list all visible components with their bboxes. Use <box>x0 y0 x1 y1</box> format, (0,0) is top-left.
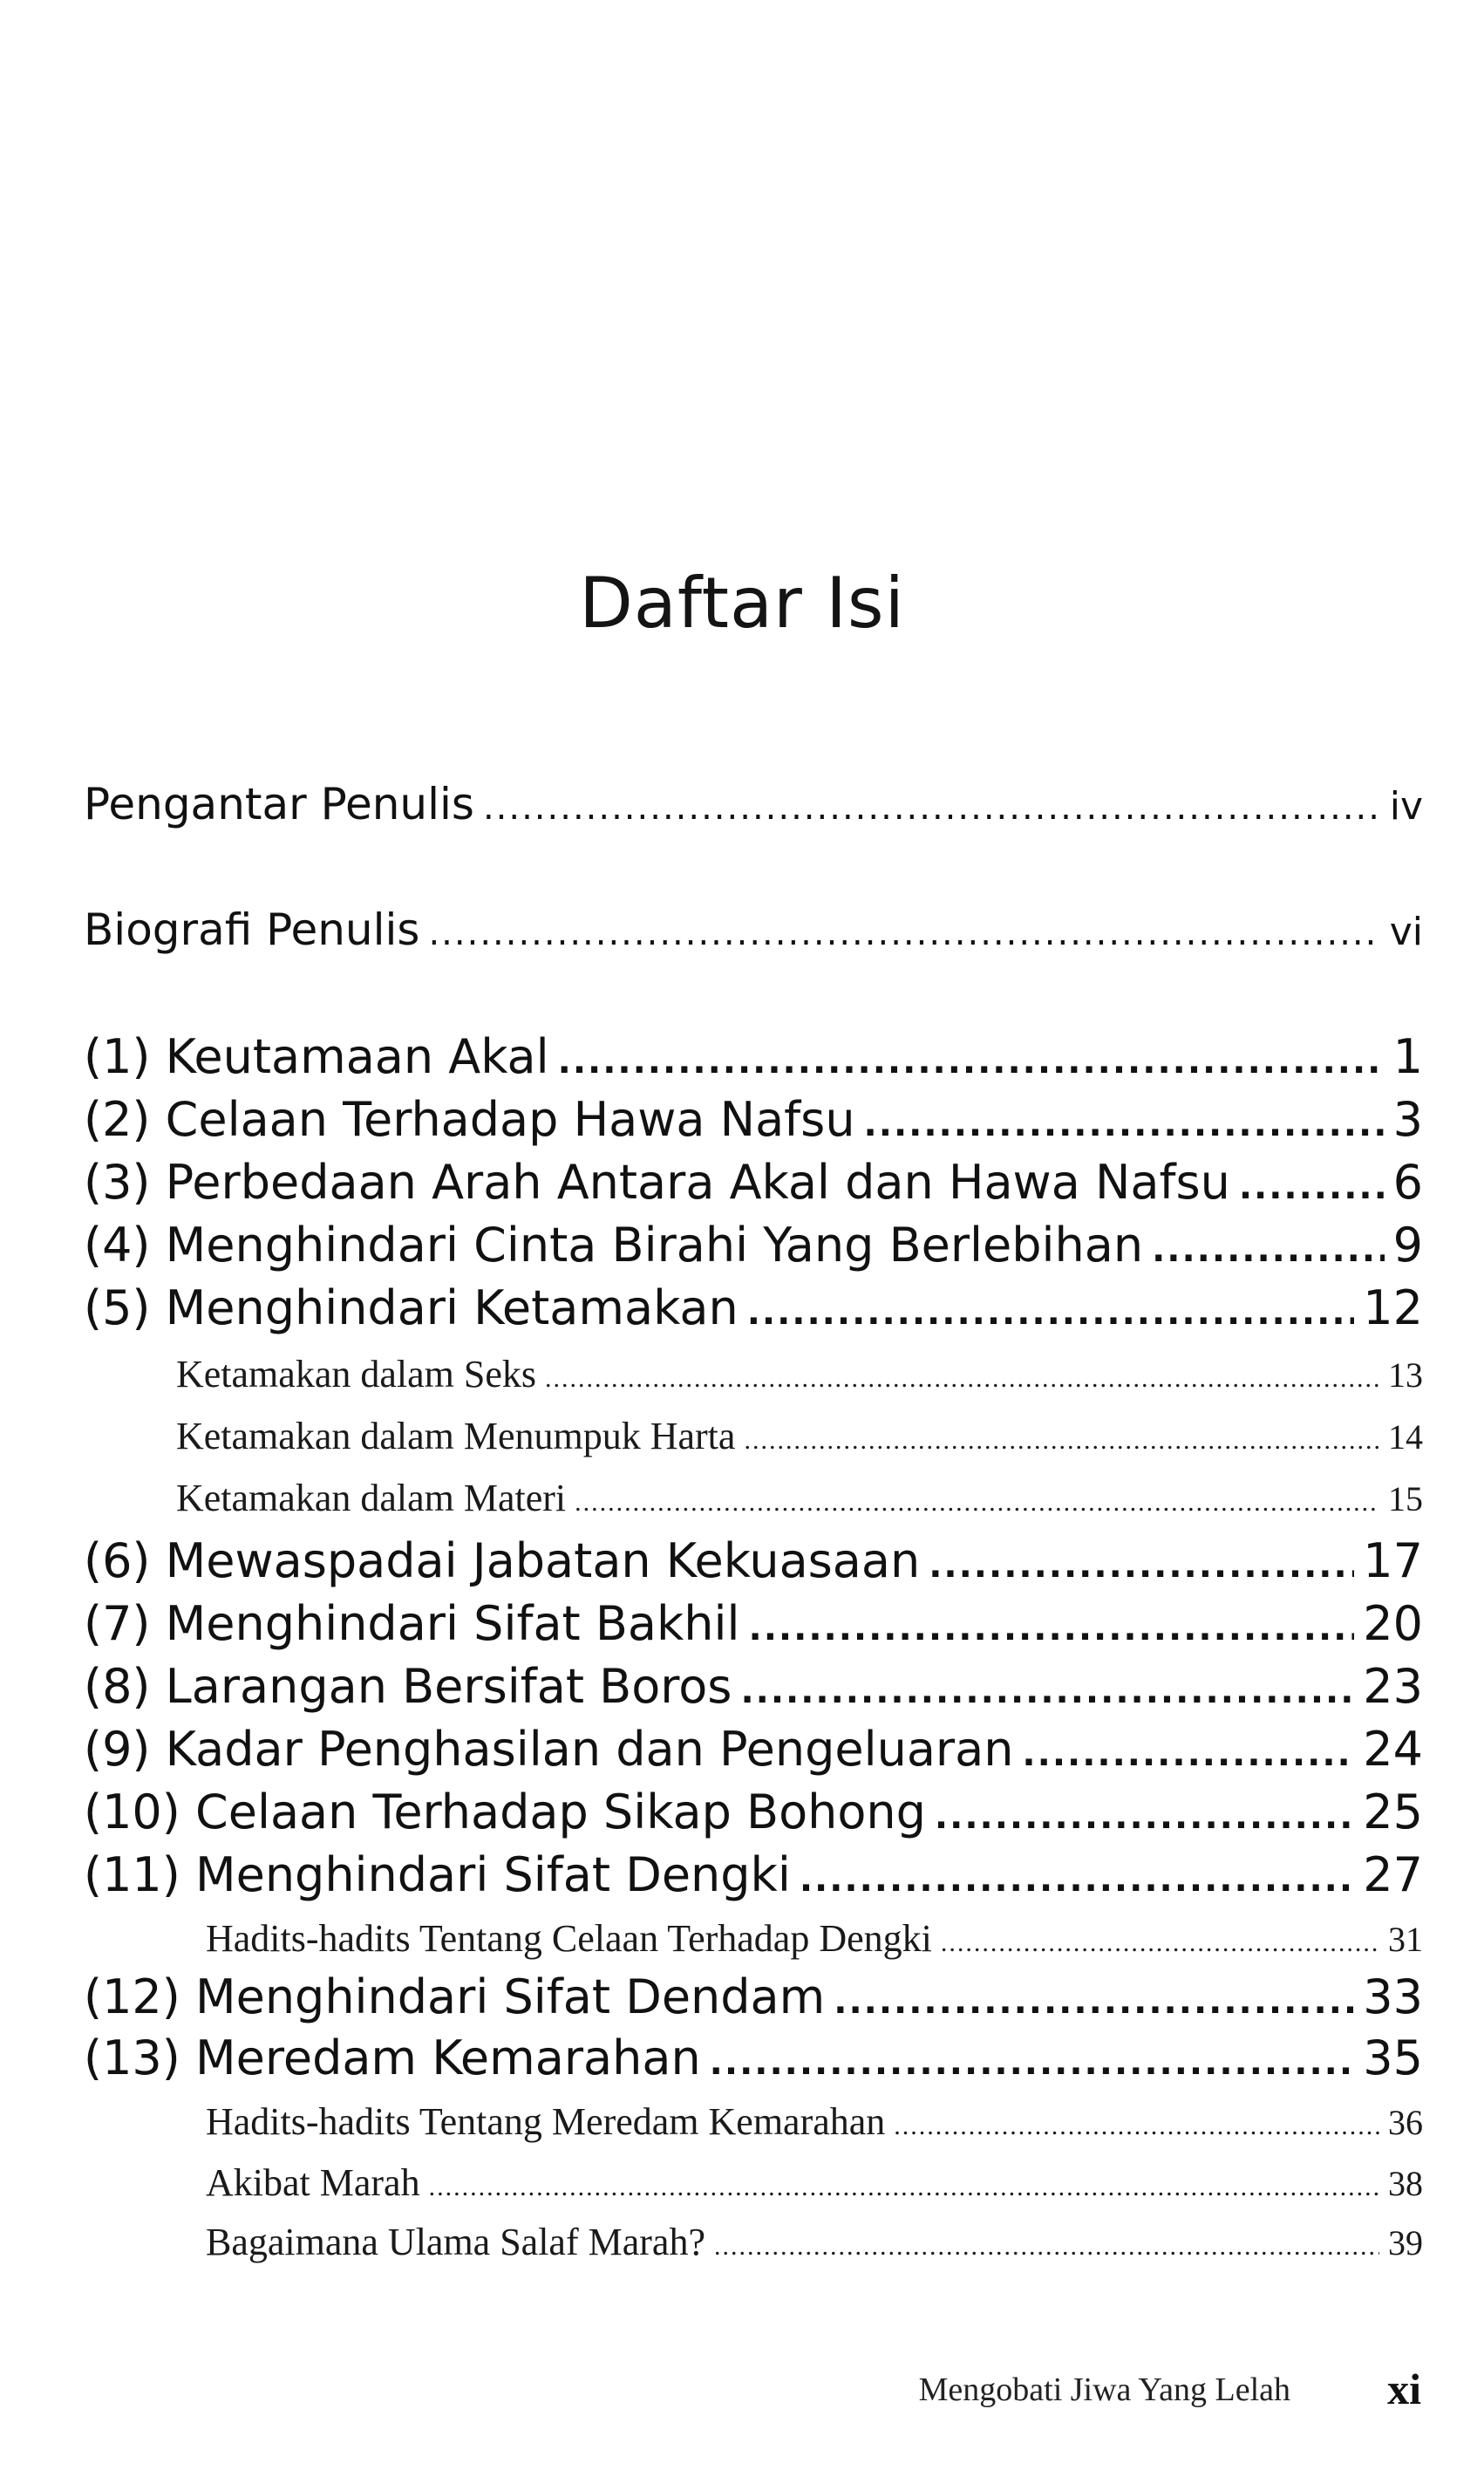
toc-entry-page: 31 <box>1388 1920 1423 1959</box>
page-footer <box>0 2364 1484 2416</box>
page-number: xi <box>1387 2365 1421 2413</box>
toc-entry-page: 38 <box>1388 2164 1423 2203</box>
dot-leader <box>575 1488 1379 1518</box>
toc-entry[interactable] <box>84 1659 1423 1714</box>
toc-entry[interactable] <box>84 1596 1423 1651</box>
dot-leader <box>710 2043 1355 2083</box>
toc-entry-page: 23 <box>1363 1659 1423 1714</box>
dot-leader <box>800 1860 1354 1900</box>
toc-subentry[interactable] <box>206 1916 1423 1961</box>
toc-subentry[interactable] <box>206 2099 1423 2144</box>
dot-leader <box>747 1293 1355 1333</box>
toc-entry-label: (3) Perbedaan Arah Antara Akal dan Hawa Nafsu <box>84 1155 1230 1210</box>
toc-entry-page: 12 <box>1363 1280 1423 1335</box>
dot-leader <box>744 1426 1379 1456</box>
dot-leader <box>864 1104 1385 1144</box>
toc-entry-label: (5) Menghindari Ketamakan <box>84 1280 739 1335</box>
toc-entry-label: (1) Keutamaan Akal <box>84 1029 549 1084</box>
toc-entry-label: Akibat Marah <box>206 2161 420 2204</box>
toc-entry-page: 9 <box>1392 1218 1423 1273</box>
toc-entry-label: (4) Menghindari Cinta Birahi Yang Berlebihan <box>84 1218 1144 1273</box>
dot-leader <box>1239 1167 1385 1207</box>
toc-entry[interactable] <box>84 1155 1423 1210</box>
toc-entry[interactable] <box>84 1218 1423 1273</box>
running-footer-title: Mengobati Jiwa Yang Lelah <box>918 2371 1290 2408</box>
toc-entry-label: Hadits-hadits Tentang Meredam Kemarahan <box>206 2100 886 2143</box>
page-title: Daftar Isi <box>579 563 905 644</box>
dot-leader <box>935 1797 1354 1837</box>
toc-entry[interactable] <box>84 1969 1423 2024</box>
dot-leader <box>428 913 1380 953</box>
toc-entry-page: 24 <box>1363 1722 1423 1777</box>
dot-leader <box>834 1982 1354 2022</box>
toc-entry[interactable] <box>84 1092 1423 1147</box>
toc-entry-page: vi <box>1389 910 1423 954</box>
dot-leader <box>941 1928 1379 1958</box>
toc-entry-label: (12) Menghindari Sifat Dendam <box>84 1969 826 2024</box>
toc-entry[interactable] <box>84 1533 1423 1588</box>
toc-entry-label: Pengantar Penulis <box>84 779 474 829</box>
toc-entry-page: 20 <box>1363 1596 1423 1651</box>
toc-entry-page: 15 <box>1388 1479 1423 1518</box>
toc-subentry[interactable] <box>176 1476 1423 1520</box>
toc-entry-page: 1 <box>1392 1029 1423 1084</box>
toc-entry-label: Bagaimana Ulama Salaf Marah? <box>206 2221 705 2263</box>
toc-entry-page: 39 <box>1388 2223 1423 2262</box>
toc-entry-label: (2) Celaan Terhadap Hawa Nafsu <box>84 1092 855 1147</box>
toc-entry-label: (9) Kadar Penghasilan dan Pengeluaran <box>84 1722 1014 1777</box>
toc-entry-label: Ketamakan dalam Menumpuk Harta <box>176 1415 736 1457</box>
dot-leader <box>929 1546 1354 1586</box>
dot-leader <box>483 788 1381 828</box>
toc-entry-page: 33 <box>1363 1969 1423 2024</box>
toc-entry-label: Ketamakan dalam Seks <box>176 1353 536 1396</box>
dot-leader <box>894 2112 1379 2141</box>
toc-subentry[interactable] <box>206 2160 1423 2205</box>
toc-entry-page: 35 <box>1363 2030 1423 2085</box>
toc-entry-label: Ketamakan dalam Materi <box>176 1477 567 1519</box>
toc-entry-page: 36 <box>1388 2103 1423 2142</box>
toc-entry-label: (11) Menghindari Sifat Dengki <box>84 1847 791 1902</box>
toc-entry[interactable] <box>84 2030 1423 2085</box>
toc-entry-label: (6) Mewaspadai Jabatan Kekuasaan <box>84 1533 921 1588</box>
toc-entry[interactable] <box>84 1029 1423 1084</box>
dot-leader <box>545 1364 1379 1394</box>
toc-entry[interactable] <box>84 904 1423 955</box>
dot-leader <box>740 1671 1354 1711</box>
toc-entry-label: Biografi Penulis <box>84 904 420 955</box>
dot-leader <box>749 1608 1355 1648</box>
toc-entry-label: (13) Meredam Kemarahan <box>84 2030 701 2085</box>
toc-entry-page: 14 <box>1388 1417 1423 1457</box>
toc-subentry[interactable] <box>206 2220 1423 2264</box>
toc-entry-page: 17 <box>1363 1533 1423 1588</box>
dot-leader <box>714 2232 1379 2262</box>
toc-subentry[interactable] <box>176 1414 1423 1458</box>
dot-leader <box>1152 1230 1385 1270</box>
toc-entry-page: 6 <box>1392 1155 1423 1210</box>
toc-entry-page: 13 <box>1388 1355 1423 1395</box>
toc-entry-label: Hadits-hadits Tentang Celaan Terhadap Dengki <box>206 1917 932 1960</box>
toc-entry[interactable] <box>84 1785 1423 1839</box>
toc-entry-page: 3 <box>1392 1092 1423 1147</box>
toc-entry[interactable] <box>84 1722 1423 1777</box>
toc-entry-page: iv <box>1389 784 1423 829</box>
toc-entry[interactable] <box>84 779 1423 829</box>
toc-entry[interactable] <box>84 1847 1423 1902</box>
toc-entry-label: (7) Menghindari Sifat Bakhil <box>84 1596 740 1651</box>
dot-leader <box>429 2173 1379 2202</box>
dot-leader <box>558 1041 1385 1082</box>
toc-subentry[interactable] <box>176 1352 1423 1396</box>
toc-entry-page: 27 <box>1363 1847 1423 1902</box>
toc-entry-page: 25 <box>1363 1785 1423 1839</box>
dot-leader <box>1022 1734 1354 1774</box>
toc-entry[interactable] <box>84 1280 1423 1335</box>
toc-entry-label: (10) Celaan Terhadap Sikap Bohong <box>84 1785 926 1839</box>
toc-entry-label: (8) Larangan Bersifat Boros <box>84 1659 732 1714</box>
